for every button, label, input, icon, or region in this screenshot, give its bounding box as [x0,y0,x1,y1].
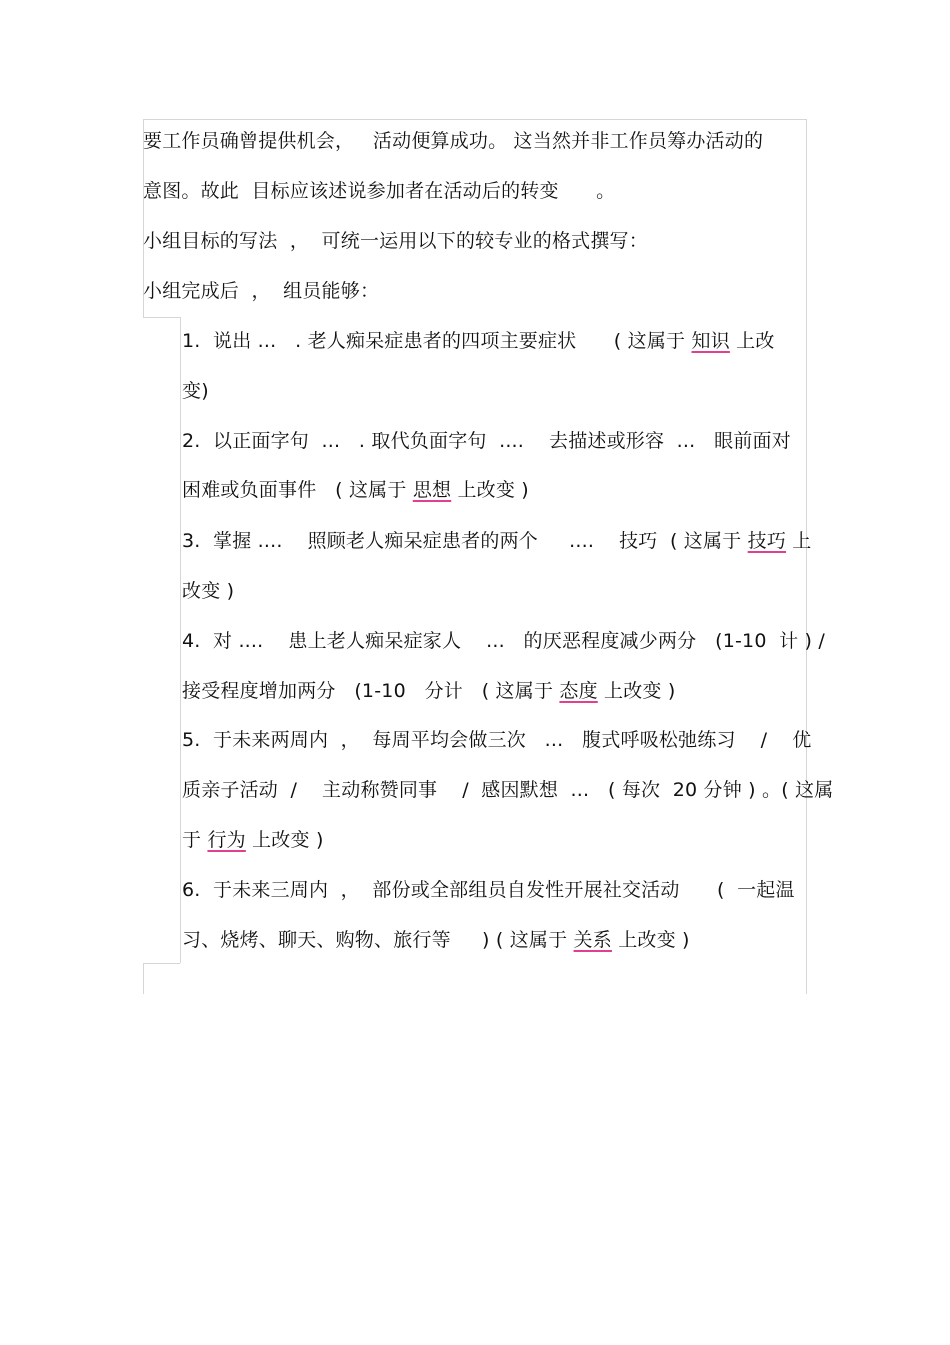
list-item-3-text: 3. 掌握 .... 照顾老人痴呆症患者的两个 .... 技巧 ( 这属于 [182,530,748,552]
frame-left-step-top [143,317,180,318]
intro-line-3: 小组目标的写法 ， 可统一运用以下的较专业的格式撰写： [143,230,648,252]
keyword-behavior: 行为 [207,829,246,851]
keyword-thinking: 思想 [412,479,452,501]
keyword-relationship: 关系 [573,929,612,951]
list-item-2-text: 困难或负面事件 ( 这属于 [182,479,413,501]
frame-left-line-inner [180,317,181,963]
frame-right-line [806,119,807,994]
list-item-4: 4. 对 .... 患上老人痴呆症家人 ... 的厌恶程度减少两分 (1-10 计 ) / [182,630,825,652]
list-item-1 [182,328,775,354]
list-item-2-continuation [182,477,529,503]
list-item-3-continuation: 改变 ) [182,580,235,602]
list-item-4-tail: 上改变 ) [597,680,676,702]
list-item-6-continuation [182,927,690,953]
list-item-5-continuation: 质亲子活动 / 主动称赞同事 / 感因默想 ... ( 每次 20 分钟 ) 。( 这属 [182,779,834,801]
keyword-skill: 技巧 [747,530,787,552]
list-item-2: 2. 以正面字句 ... . 取代负面字句 .... 去描述或形容 ... 眼前面对 [182,430,791,452]
frame-left-step-bottom [143,963,180,964]
intro-line-1: 要工作员确曾提供机会， 活动便算成功。 这当然并非工作员筹办活动的 [143,130,764,152]
list-item-1-continuation: 变) [182,380,209,402]
list-item-6-tail: 上改变 ) [611,929,690,951]
list-item-6: 6. 于未来三周内 ， 部份或全部组员自发性开展社交活动 ( 一起温 [182,879,795,901]
keyword-attitude: 态度 [559,680,598,702]
list-item-1-tail: 上改 [729,330,775,352]
list-item-5: 5. 于未来两周内 ， 每周平均会做三次 ... 腹式呼吸松弛练习 / 优 [182,729,812,751]
list-item-5-continuation-2 [182,827,324,853]
intro-line-2: 意图。故此 目标应该述说参加者在活动后的转变 。 [143,180,616,202]
frame-left-line-bottom [143,963,144,994]
list-item-5-text: 于 [182,829,208,851]
list-item-4-continuation [182,678,676,704]
list-item-2-tail: 上改变 ) [451,479,529,501]
list-item-3 [182,528,812,554]
list-item-5-tail: 上改变 ) [245,829,324,851]
list-item-6-text: 习、烧烤、聊天、购物、旅行等 ) ( 这属于 [182,929,574,951]
frame-top-line [143,119,807,120]
list-item-1-text: 1. 说出 ... . 老人痴呆症患者的四项主要症状 ( 这属于 [182,330,692,352]
keyword-knowledge: 知识 [691,330,730,352]
list-item-3-tail: 上 [786,530,812,552]
list-item-4-text: 接受程度增加两分 (1-10 分计 ( 这属于 [182,680,560,702]
intro-line-4: 小组完成后 ， 组员能够： [143,280,380,302]
